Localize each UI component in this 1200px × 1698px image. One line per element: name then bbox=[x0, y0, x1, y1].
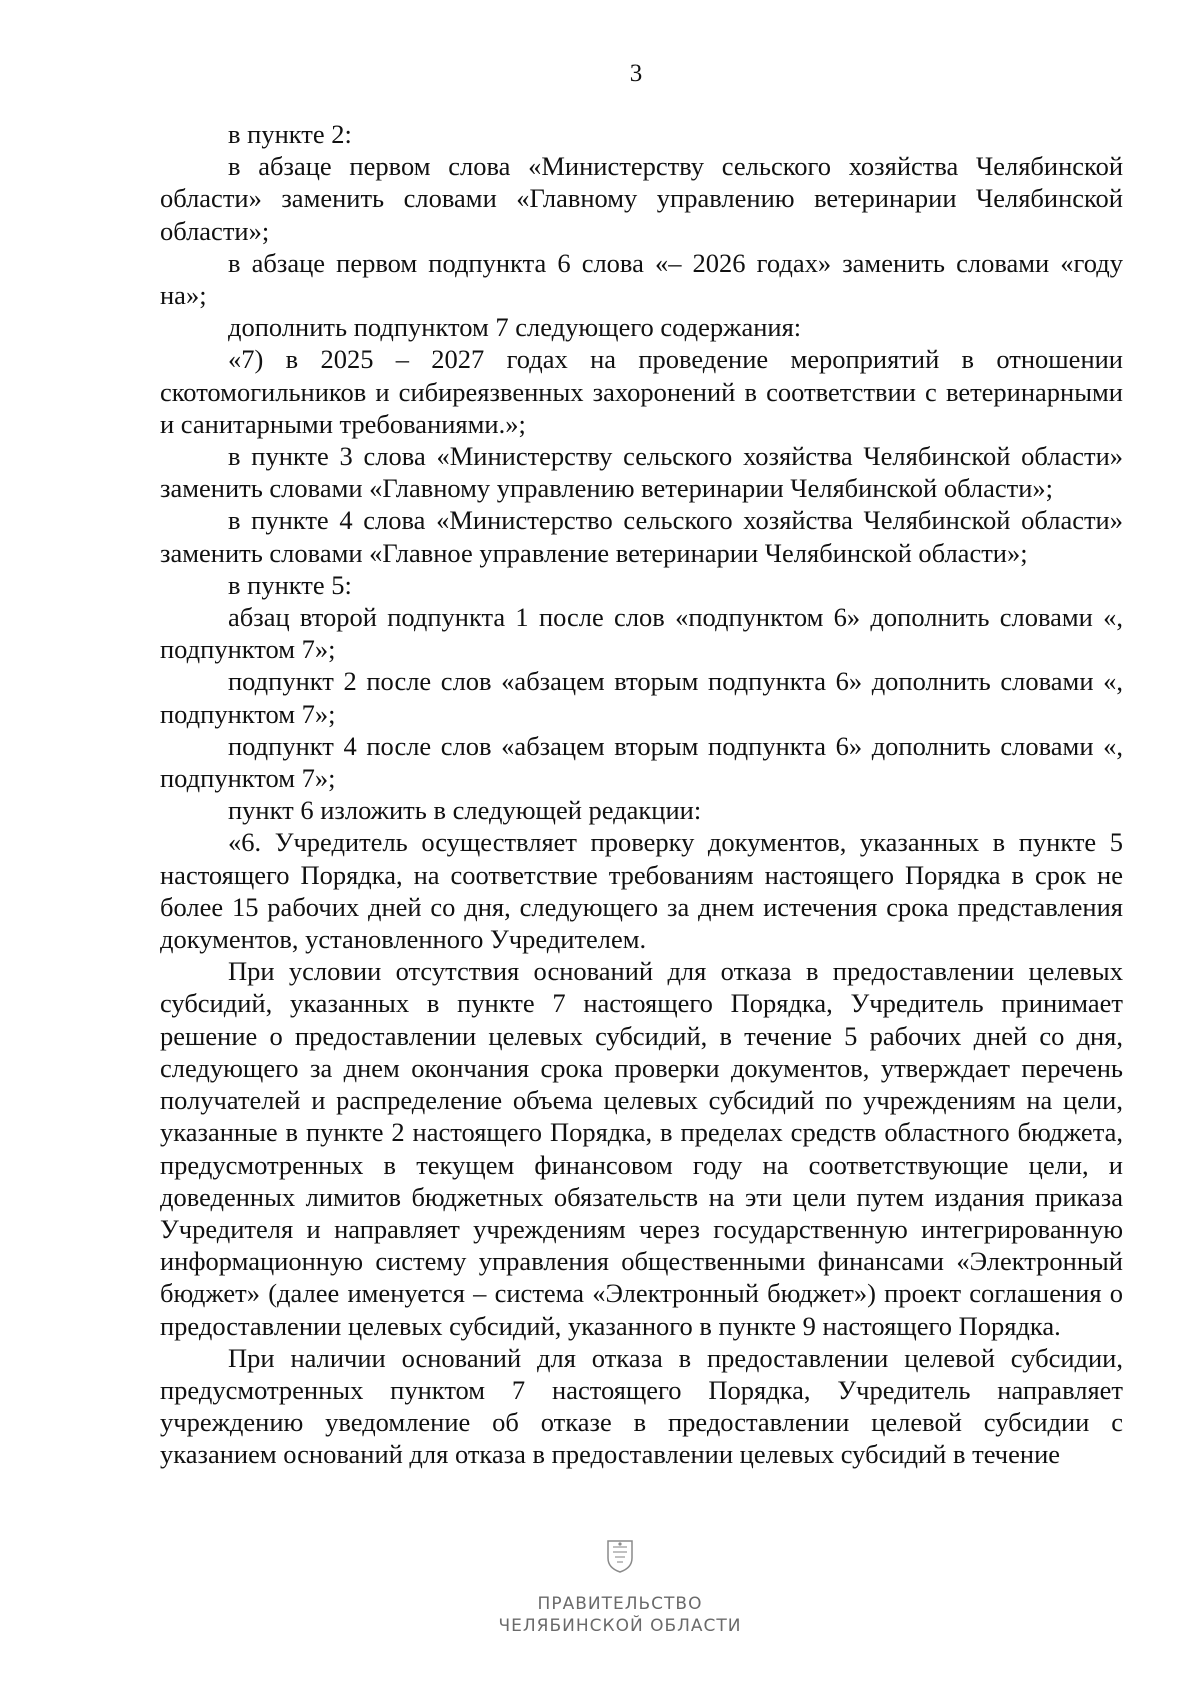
document-body bbox=[160, 118, 1123, 1471]
paragraph: «7) в 2025 – 2027 годах на проведение мероприятий в отношении скотомогильников и сибиреязвенных захоронений в соответствии с ветеринарными и санитарными требованиями.»; bbox=[160, 344, 1123, 439]
paragraph: При условии отсутствия оснований для отказа в предоставлении целевых субсидий, указанных в пункте 7 настоящего Порядка, Учредитель принимает решение о предоставлении целевых субсидий, в течение 5 рабочих дней со дня, следующего за днем окончания срока проверки документов, утверждает перечень получателей и распределение объема целевых субсидий по учреждениям на цели, указанные в пункте 2 настоящего Порядка, в пределах средств областного бюджета, предусмотренных в текущем финансовом году на соответствующие цели, и доведенных лимитов бюджетных обязательств на эти цели путем издания приказа Учредителя и направляет учреждениям через государственную интегрированную информационную систему управления общественными финансами «Электронный бюджет» (далее именуется – система «Электронный бюджет») проект соглашения о предоставлении целевых субсидий, указанного в пункте 9 настоящего Порядка. bbox=[160, 956, 1123, 1341]
paragraph: подпункт 2 после слов «абзацем вторым подпункта 6» дополнить словами «, подпунктом 7»; bbox=[160, 666, 1123, 729]
paragraph: в пункте 5: bbox=[228, 569, 352, 600]
stamp-line-region: ЧЕЛЯБИНСКОЙ ОБЛАСТИ bbox=[498, 1616, 742, 1636]
paragraph: При наличии оснований для отказа в предоставлении целевой субсидии, предусмотренных пунктом 7 настоящего Порядка, Учредитель направляет учреждению уведомление об отказе в предоставлении целевой субсидии с указанием оснований для отказа в предоставлении целевых субсидий в течение bbox=[160, 1342, 1123, 1470]
coat-of-arms-icon bbox=[605, 1538, 635, 1574]
paragraph: дополнить подпунктом 7 следующего содержания: bbox=[228, 312, 802, 343]
paragraph: в абзаце первом подпункта 6 слова «– 2026 годах» заменить словами «году на»; bbox=[160, 247, 1123, 311]
paragraph: в абзаце первом слова «Министерству сельского хозяйства Челябинской области» заменить словами «Главному управлению ветеринарии Челябинской области»; bbox=[160, 151, 1123, 246]
paragraph: в пункте 3 слова «Министерству сельского хозяйства Челябинской области» заменить словами «Главному управлению ветеринарии Челябинской области»; bbox=[160, 441, 1123, 504]
paragraph: «6. Учредитель осуществляет проверку документов, указанных в пункте 5 настоящего Порядка, на соответствие требованиям настоящего Порядка в срок не более 15 рабочих дней со дня, следующего за днем истечения срока представления документов, установленного Учредителем. bbox=[160, 827, 1123, 955]
page-number: 3 bbox=[629, 60, 643, 87]
paragraph: в пункте 2: bbox=[228, 119, 352, 149]
paragraph: в пункте 4 слова «Министерство сельского хозяйства Челябинской области» заменить словами «Главное управление ветеринарии Челябинской области»; bbox=[160, 505, 1123, 568]
paragraph: подпункт 4 после слов «абзацем вторым подпункта 6» дополнить словами «, подпунктом 7»; bbox=[160, 730, 1123, 794]
paragraph: пункт 6 изложить в следующей редакции: bbox=[228, 795, 702, 826]
paragraph: абзац второй подпункта 1 после слов «подпунктом 6» дополнить словами «, подпунктом 7»; bbox=[160, 602, 1123, 665]
government-watermark bbox=[440, 1538, 800, 1638]
stamp-line-government: ПРАВИТЕЛЬСТВО bbox=[537, 1594, 703, 1614]
